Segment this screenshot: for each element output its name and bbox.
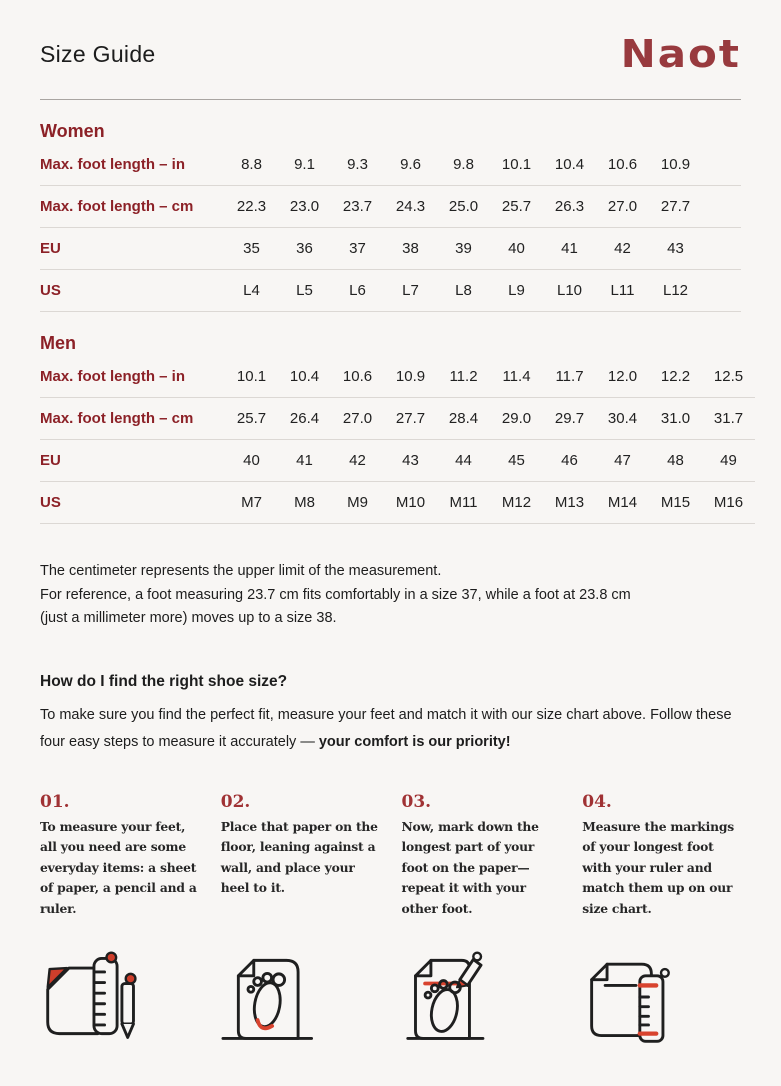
step-icons (40, 946, 741, 1046)
size-value-cell: 10.1 (236, 368, 267, 385)
size-value-cell: 22.3 (236, 198, 267, 215)
size-value-cell: 31.0 (660, 410, 691, 427)
size-value-cell: 39 (455, 240, 472, 257)
women-section (40, 121, 741, 312)
size-value-cell: 43 (402, 452, 419, 469)
howto-heading: How do I find the right shoe size? (40, 672, 288, 690)
size-value-cell: L10 (556, 282, 583, 299)
size-value-cell: L4 (243, 282, 260, 299)
howto-intro-bold-text: your comfort is our priority! (318, 733, 511, 750)
size-value-cell: 12.0 (607, 368, 638, 385)
row-label: Max. foot length – cm (40, 410, 194, 427)
paper-footprint-pencil-icon (402, 948, 508, 1046)
size-value-cell: 10.6 (342, 368, 373, 385)
size-value-cell: 46 (561, 452, 578, 469)
size-value-cell: 9.3 (347, 156, 368, 173)
step-2-text: Place that paper on the floor, leaning against a wall, and place your heel to it. (220, 818, 378, 895)
size-value-cell: 43 (667, 240, 684, 257)
size-value-cell: 11.7 (555, 368, 584, 385)
step-3 (402, 792, 561, 920)
size-value-cell: 36 (296, 240, 313, 257)
howto-intro (40, 702, 740, 756)
row-label: EU (40, 240, 61, 257)
row-spacer (702, 186, 741, 228)
size-value-cell: M7 (241, 494, 262, 511)
size-value-cell: M8 (294, 494, 315, 511)
size-value-cell: 48 (667, 452, 684, 469)
size-value-cell: 24.3 (395, 198, 426, 215)
size-value-cell: 28.4 (448, 410, 479, 427)
size-value-cell: 37 (349, 240, 366, 257)
size-value-cell: 25.7 (236, 410, 267, 427)
row-label: Max. foot length – in (40, 156, 185, 173)
note-line: (just a millimeter more) moves up to a size 38. (40, 610, 337, 626)
size-value-cell: L8 (455, 282, 472, 299)
size-value-cell: 29.7 (554, 410, 585, 427)
size-value-cell: 45 (508, 452, 525, 469)
men-heading: Men (40, 333, 76, 353)
size-value-cell: 35 (243, 240, 260, 257)
size-value-cell: M16 (713, 494, 744, 511)
size-value-cell: M15 (660, 494, 691, 511)
header (40, 0, 741, 80)
row-label: US (40, 282, 61, 299)
size-value-cell: 12.5 (713, 368, 744, 385)
size-value-cell: 25.7 (501, 198, 532, 215)
size-value-cell: 9.6 (400, 156, 421, 173)
step-3-number: 03. (401, 791, 432, 812)
table-row (40, 228, 741, 270)
size-value-cell: M11 (449, 494, 478, 511)
women-heading: Women (40, 121, 105, 141)
paper-ruler-icon (582, 948, 688, 1046)
size-value-cell: L9 (508, 282, 525, 299)
size-value-cell: M14 (607, 494, 638, 511)
size-value-cell: L12 (662, 282, 689, 299)
note-line: For reference, a foot measuring 23.7 cm fits comfortably in a size 37, while a foot at 23.8 cm (40, 586, 631, 603)
steps (40, 792, 741, 920)
size-value-cell: 10.6 (607, 156, 638, 173)
step-3-icon-cell (402, 946, 561, 1046)
size-value-cell: 47 (614, 452, 631, 469)
size-value-cell: 9.8 (453, 156, 474, 173)
size-value-cell: 23.0 (289, 198, 320, 215)
size-value-cell: 11.2 (449, 368, 478, 385)
step-1 (40, 792, 199, 920)
row-spacer (702, 144, 741, 186)
size-value-cell: 23.7 (342, 198, 373, 215)
step-1-number: 01. (40, 791, 70, 812)
women-size-table (40, 144, 741, 312)
size-value-cell: 9.1 (294, 156, 315, 173)
size-value-cell: 42 (614, 240, 631, 257)
size-value-cell: M10 (395, 494, 426, 511)
paper-ruler-pencil-icon (40, 948, 146, 1046)
size-value-cell: 40 (508, 240, 525, 257)
step-4-number: 04. (582, 791, 612, 812)
size-value-cell: 11.4 (502, 368, 531, 385)
size-value-cell: 12.2 (660, 368, 691, 385)
step-4-text: Measure the markings of your longest foot with your ruler and match them up on our size chart. (582, 818, 734, 916)
size-value-cell: 10.9 (660, 156, 691, 173)
table-row (40, 356, 755, 398)
table-row (40, 186, 741, 228)
size-value-cell: M13 (554, 494, 585, 511)
size-value-cell: 27.7 (660, 198, 691, 215)
size-value-cell: 41 (296, 452, 313, 469)
header-divider (40, 99, 741, 100)
size-value-cell: 27.7 (395, 410, 426, 427)
size-value-cell: 38 (402, 240, 419, 257)
size-value-cell: 29.0 (501, 410, 532, 427)
size-value-cell: 10.4 (554, 156, 585, 173)
size-value-cell: 49 (720, 452, 737, 469)
size-value-cell: 26.3 (554, 198, 585, 215)
step-2-number: 02. (220, 791, 251, 812)
size-value-cell: 42 (349, 452, 366, 469)
step-2 (221, 792, 380, 920)
step-2-icon-cell (221, 946, 380, 1046)
table-row (40, 482, 755, 524)
size-value-cell: 10.4 (289, 368, 320, 385)
men-section (40, 333, 744, 524)
size-value-cell: 26.4 (289, 410, 320, 427)
size-value-cell: 41 (561, 240, 578, 257)
size-value-cell: M9 (347, 494, 368, 511)
size-value-cell: 27.0 (342, 410, 373, 427)
size-value-cell: 40 (243, 452, 260, 469)
step-1-icon-cell (40, 946, 199, 1046)
naot-logo: Naot (620, 31, 741, 77)
size-value-cell: M12 (501, 494, 532, 511)
page-title: Size Guide (40, 40, 156, 67)
step-1-text: To measure your feet, all you need are some everyday items: a sheet of paper, a pencil and a ruler. (40, 818, 197, 916)
paper-footprint-icon (221, 948, 327, 1046)
size-value-cell: 8.8 (241, 156, 262, 173)
row-spacer (702, 270, 741, 312)
size-value-cell: 44 (455, 452, 472, 469)
row-label: US (40, 494, 61, 511)
row-spacer (702, 228, 741, 270)
size-value-cell: L11 (610, 282, 635, 299)
note-line: The centimeter represents the upper limit of the measurement. (40, 563, 442, 579)
size-value-cell: L6 (349, 282, 366, 299)
step-4-icon-cell (582, 946, 741, 1046)
size-value-cell: 10.9 (395, 368, 426, 385)
step-4 (582, 792, 741, 920)
men-size-table (40, 356, 755, 524)
step-3-text: Now, mark down the longest part of your foot on the paper—repeat it with your other foot. (401, 818, 539, 916)
howto-intro-text: To make sure you find the perfect fit, measure your feet and match it with our size chart above. Follow these four easy steps to measure it accurately — (40, 706, 732, 750)
size-value-cell: L7 (402, 282, 419, 299)
size-value-cell: 25.0 (448, 198, 479, 215)
table-row (40, 398, 755, 440)
table-row (40, 144, 741, 186)
size-value-cell: 27.0 (607, 198, 638, 215)
table-row (40, 270, 741, 312)
size-value-cell: 31.7 (713, 410, 744, 427)
row-label: Max. foot length – cm (40, 198, 194, 215)
size-value-cell: L5 (296, 282, 313, 299)
row-label: Max. foot length – in (40, 368, 185, 385)
table-row (40, 440, 755, 482)
size-value-cell: 30.4 (607, 410, 638, 427)
size-value-cell: 10.1 (501, 156, 532, 173)
measurement-note (40, 560, 741, 631)
row-label: EU (40, 452, 61, 469)
